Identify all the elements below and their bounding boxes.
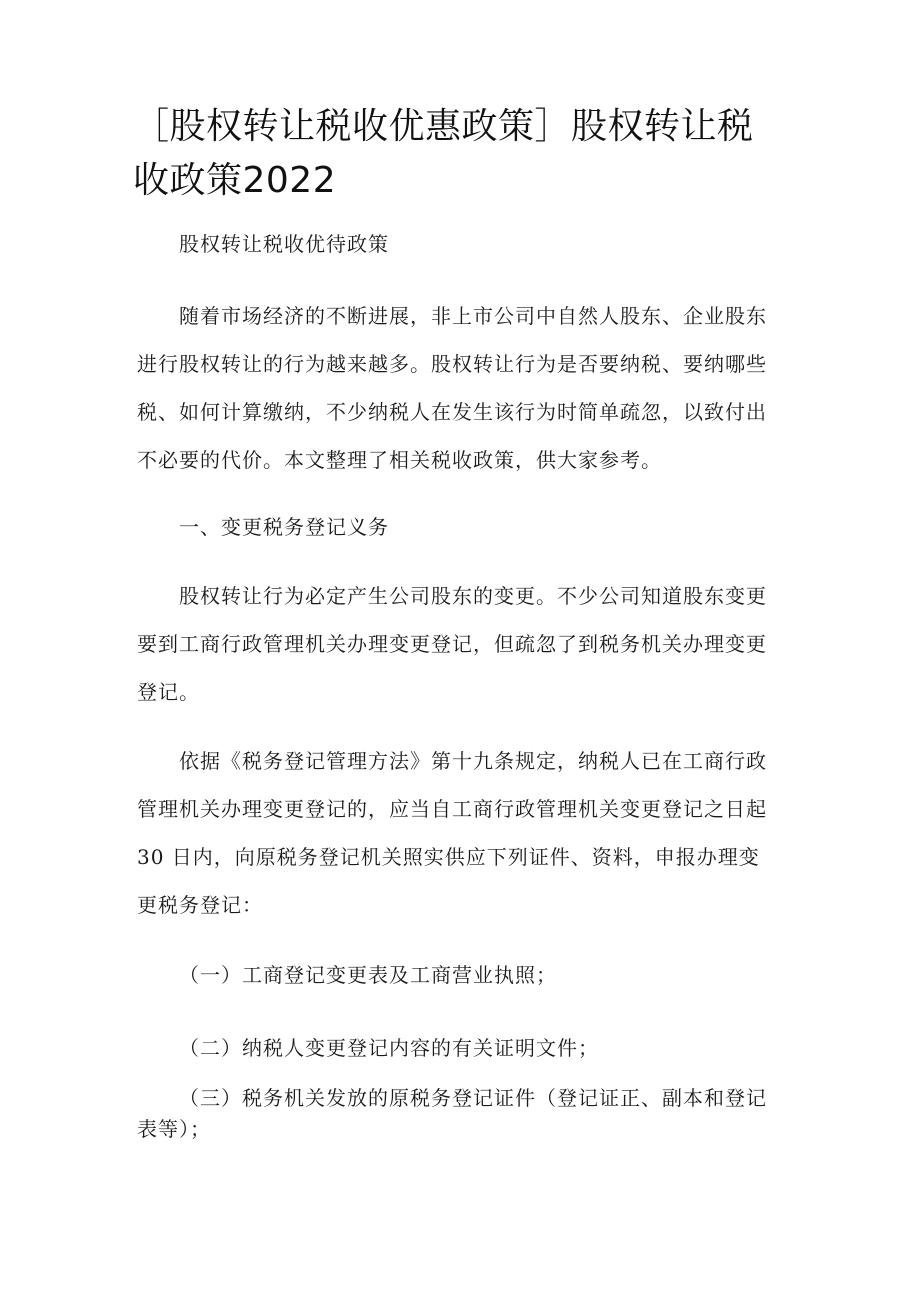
intro-paragraph: 随着市场经济的不断进展，非上市公司中自然人股东、企业股东进行股权转让的行为越来越多。股权转让行为是否要纳税、要纳哪些税、如何计算缴纳，不少纳税人在发生该行为时简单疏忽，以致付出不必要的代价。本文整理了相关税收政策，供大家参考。 [137,304,767,472]
body-paragraph-2: 依据《税务登记管理方法》第十九条规定，纳税人已在工商行政管理机关办理变更登记的，应当自工商行政管理机关变更登记之日起 30 日内，向原税务登记机关照实供应下列证件、资料，申报办理变更税务登记： [137,749,767,917]
list-item-3: （三）税务机关发放的原税务登记证件（登记证正、副本和登记表等）； [137,1086,767,1141]
section-heading-1: 一、变更税务登记义务 [179,515,389,539]
list-item-2: （二）纳税人变更登记内容的有关证明文件； [179,1036,599,1060]
section-subtitle: 股权转让税收优待政策 [179,232,389,256]
body-paragraph-1: 股权转让行为必定产生公司股东的变更。不少公司知道股东变更要到工商行政管理机关办理变更登记，但疏忽了到税务机关办理变更登记。 [137,584,767,704]
list-item-1: （一）工商登记变更表及工商营业执照； [179,963,557,987]
document-title: ［股权转让税收优惠政策］股权转让税收政策2022 [133,106,754,201]
